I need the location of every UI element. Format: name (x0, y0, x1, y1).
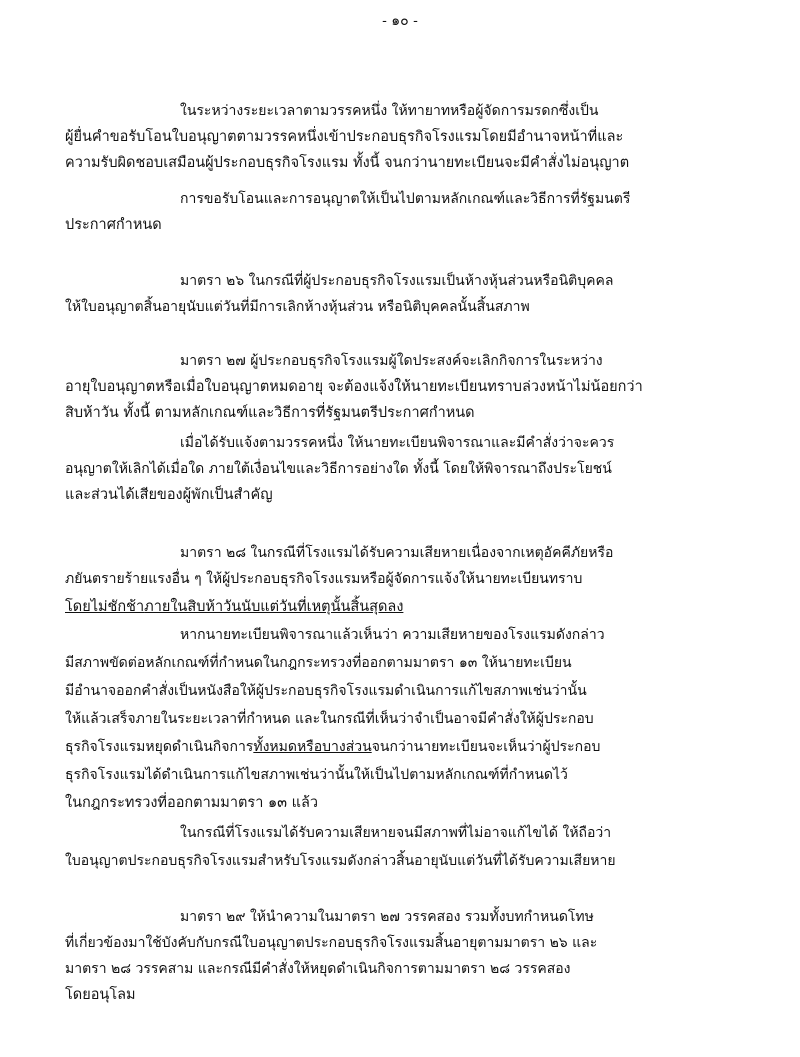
text-line-underlined (65, 738, 600, 756)
text-line: หากนายทะเบียนพิจารณาแล้วเห็นว่า ความเสียหายของโรงแรมดังกล่าว (180, 627, 605, 643)
underlined-text: ภายในสิบห้าวันนับแต่วันที่เหตุนั้นสิ้นสุดลง (144, 599, 404, 615)
text-line: การขอรับโอนและการอนุญาตให้เป็นไปตามหลักเกณฑ์และวิธีการที่รัฐมนตรี (180, 191, 631, 207)
text-line: ประกาศกำหนด (65, 217, 162, 233)
text-line: ภยันตรายร้ายแรงอื่น ๆ ให้ผู้ประกอบธุรกิจโรงแรมหรือผู้จัดการแจ้งให้นายทะเบียนทราบ (65, 571, 583, 587)
text-line: อายุใบอนุญาตหรือเมื่อใบอนุญาตหมดอายุ จะต้องแจ้งให้นายทะเบียนทราบล่วงหน้าไม่น้อยกว่า (65, 379, 643, 395)
text-line: ให้ใบอนุญาตสิ้นอายุนับแต่วันที่มีการเลิกห้างหุ้นส่วน หรือนิติบุคคลนั้นสิ้นสภาพ (65, 299, 530, 315)
text-line-underlined (65, 598, 403, 616)
section-27-heading-line: มาตรา ๒๗ ผู้ประกอบธุรกิจโรงแรมผู้ใดประสงค์จะเลิกกิจการในระหว่าง (180, 353, 603, 369)
text-line: ธุรกิจโรงแรมได้ดำเนินการแก้ไขสภาพเช่นว่านั้นให้เป็นไปตามหลักเกณฑ์ที่กำหนดไว้ (65, 767, 568, 783)
page-number: - ๑๐ - (382, 13, 418, 29)
text-line: ผู้ยื่นคำขอรับโอนใบอนุญาตตามวรรคหนึ่งเข้าประกอบธุรกิจโรงแรมโดยมีอำนาจหน้าที่และ (65, 129, 624, 145)
section-28-heading-line: มาตรา ๒๘ ในกรณีที่โรงแรมได้รับความเสียหายเนื่องจากเหตุอัคคีภัยหรือ (180, 545, 614, 561)
text-line: มีสภาพขัดต่อหลักเกณฑ์ที่กำหนดในกฎกระทรวงที่ออกตามมาตรา ๑๓ ให้นายทะเบียน (65, 655, 572, 671)
text-line: ความรับผิดชอบเสมือนผู้ประกอบธุรกิจโรงแรม ทั้งนี้ จนกว่านายทะเบียนจะมีคำสั่งไม่อนุญาต (65, 155, 630, 171)
text-line: ในระหว่างระยะเวลาตามวรรคหนึ่ง ให้ทายาทหรือผู้จัดการมรดกซึ่งเป็น (180, 103, 599, 119)
text-line: มีอำนาจออกคำสั่งเป็นหนังสือให้ผู้ประกอบธุรกิจโรงแรมดำเนินการแก้ไขสภาพเช่นว่านั้น (65, 683, 587, 699)
text-line: ให้แล้วเสร็จภายในระยะเวลาที่กำหนด และในกรณีที่เห็นว่าจำเป็นอาจมีคำสั่งให้ผู้ประกอบ (65, 711, 594, 727)
text-line: ในกรณีที่โรงแรมได้รับความเสียหายจนมีสภาพที่ไม่อาจแก้ไขได้ ให้ถือว่า (180, 825, 612, 841)
text-line: ในกฎกระทรวงที่ออกตามมาตรา ๑๓ แล้ว (65, 795, 319, 811)
text-segment: ธุรกิจโรงแรมหยุดดำเนินกิจการ (65, 739, 254, 755)
underlined-text: โดยไม่ชักช้า (65, 599, 145, 615)
text-line: อนุญาตให้เลิกได้เมื่อใด ภายใต้เงื่อนไขและวิธีการอย่างใด ทั้งนี้ โดยให้พิจารณาถึงประโยชน์ (65, 461, 612, 477)
underlined-text: ทั้งหมดหรือบางส่วน (253, 739, 372, 755)
section-26-heading-line: มาตรา ๒๖ ในกรณีที่ผู้ประกอบธุรกิจโรงแรมเป็นห้างหุ้นส่วนหรือนิติบุคคล (180, 273, 614, 289)
text-line: สิบห้าวัน ทั้งนี้ ตามหลักเกณฑ์และวิธีการที่รัฐมนตรีประกาศกำหนด (65, 405, 475, 421)
text-line: โดยอนุโลม (65, 987, 136, 1003)
text-line: ที่เกี่ยวข้องมาใช้บังคับกับกรณีใบอนุญาตประกอบธุรกิจโรงแรมสิ้นอายุตามมาตรา ๒๖ และ (65, 935, 598, 951)
text-line: และส่วนได้เสียของผู้พักเป็นสำคัญ (65, 487, 273, 503)
text-line: เมื่อได้รับแจ้งตามวรรคหนึ่ง ให้นายทะเบียนพิจารณาและมีคำสั่งว่าจะควร (180, 435, 615, 451)
text-segment: จนกว่านายทะเบียนจะเห็นว่าผู้ประกอบ (371, 739, 601, 755)
text-line: มาตรา ๒๘ วรรคสาม และกรณีมีคำสั่งให้หยุดดำเนินกิจการตามมาตรา ๒๘ วรรคสอง (65, 961, 571, 977)
section-29-heading-line: มาตรา ๒๙ ให้นำความในมาตรา ๒๗ วรรคสอง รวมทั้งบทกำหนดโทษ (180, 909, 594, 925)
text-line: ใบอนุญาตประกอบธุรกิจโรงแรมสำหรับโรงแรมดังกล่าวสิ้นอายุนับแต่วันที่ได้รับความเสียหาย (65, 853, 616, 869)
